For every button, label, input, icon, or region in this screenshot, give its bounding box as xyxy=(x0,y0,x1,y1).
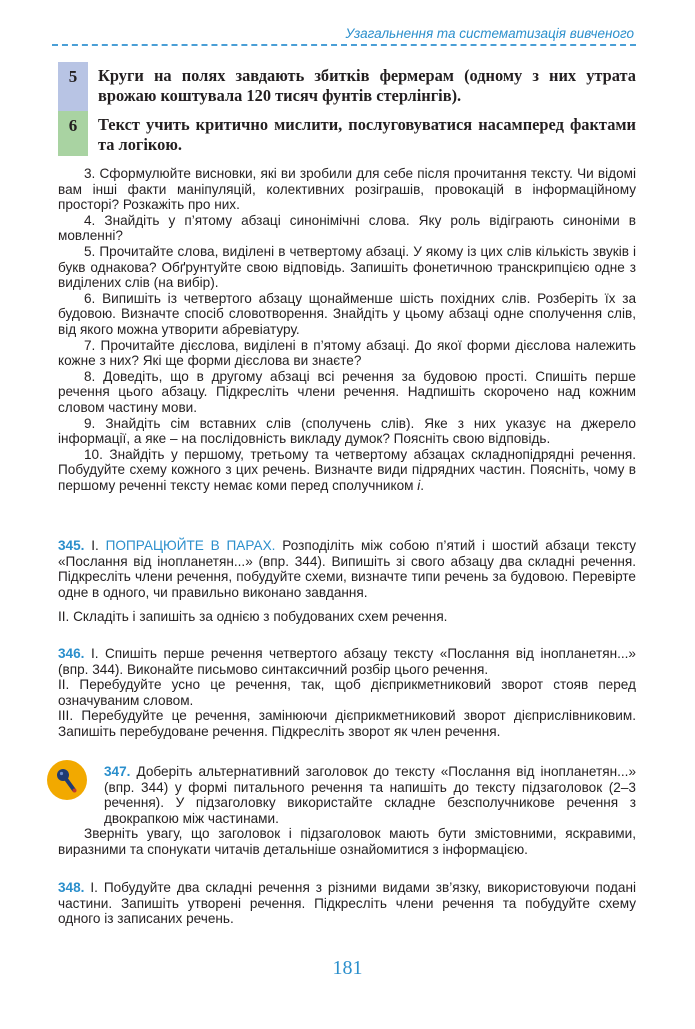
numbered-row-5 xyxy=(58,62,638,111)
question-4: 4. Знайдіть у п’ятому абзаці синонімічні слова. Яку роль відіграють синоніми в мовленні? xyxy=(58,212,636,244)
question-6: 6. Випишіть із четвертого абзацу щонайменше шість похідних слів. Розберіть їх за будовою. Визначте спосіб словотворення. Знайдіть у цьому абзаці одне сполучення слів, від якого можна утворити абревіатуру. xyxy=(58,290,636,337)
exercise-number: 345. xyxy=(58,538,85,553)
conjunction-word: і xyxy=(417,477,421,493)
exercise-346-part-2: ІІ. Перебудуйте усно це речення, так, щоб дієприкметниковий зворот стояв перед означуваним словом. xyxy=(58,677,636,708)
exercise-number: 348. xyxy=(58,880,85,895)
question-9: 9. Знайдіть сім вставних слів (сполучень слів). Яке з них указує на джерело інформації, а яке – на послідовність викладу думок? Поясніть свою відповідь. xyxy=(58,415,636,447)
exercise-347-task: 347. Доберіть альтернативний заголовок до тексту «Послання від інопланетян...» (впр. 344) у формі питального речення та напишіть до тексту підзаголовок (2–3 речення). У підзаголовку використайте складне безсполучникове речення з двокрапкою між частинами. xyxy=(104,764,636,826)
question-8: 8. Доведіть, що в другому абзаці всі речення за будовою прості. Спишіть перше речення цього абзацу. Підкресліть члени речення. Надпишіть скорочено над кожним словом частину мови. xyxy=(58,368,636,415)
row-text: Текст учить критично мислити, послуговуватися насамперед фактами та логікою. xyxy=(98,115,636,154)
exercise-346 xyxy=(58,646,636,740)
exercise-345-part-2: ІІ. Складіть і запишіть за однією з побудованих схем речення. xyxy=(58,609,448,625)
exercise-348-task: 348. І. Побудуйте два складні речення з різними видами зв’язку, використовуючи подані частини. Запишіть утворені речення. Підкресліть члени речення та побудуйте схему одного із записаних речень. xyxy=(58,880,636,927)
exercise-number: 347. xyxy=(104,764,131,779)
exercise-348 xyxy=(58,880,636,927)
exercise-345-part-1: 345. І. ПОПРАЦЮЙТЕ В ПАРАХ. Розподіліть між собою п’ятий і шостий абзаци тексту «Послання від інопланетян...» (впр. 344). Випишіть зі свого абзацу два складні речення. Підкресліть члени речення, побудуйте схеми, визначте типи речень за будовою. Перевірте одне в одного, чи правильно виконано завдання. xyxy=(58,538,636,600)
question-5: 5. Прочитайте слова, виділені в четвертому абзаці. У якому із цих слів кількість звуків і букв однакова? Обґрунтуйте свою відповідь. Запишіть фонетичною транскрипцією одне з виділених слів (на вибір). xyxy=(58,243,636,291)
pair-work-label: ПОПРАЦЮЙТЕ В ПАРАХ. xyxy=(105,538,276,553)
row-text: Круги на полях завдають збитків фермерам (одному з них утрата врожаю коштувала 120 тисяч фунтів стерлінгів). xyxy=(98,66,636,105)
header-divider xyxy=(52,44,636,46)
exercise-345 xyxy=(58,538,636,625)
exercise-347 xyxy=(58,764,636,858)
exercise-347-note: Зверніть увагу, що заголовок і підзаголовок мають бути змістовними, яскравими, виразними та спонукати читачів детальніше ознайомитися з інформацією. xyxy=(58,826,636,857)
exercise-346-part-3: ІІІ. Перебудуйте це речення, замінюючи дієприкметниковий зворот дієприслівниковим. Запишіть перебудоване речення. Підкресліть зворот як член речення. xyxy=(58,708,636,739)
questions-list xyxy=(58,166,636,493)
question-3: 3. Сформулюйте висновки, які ви зробили для себе після прочитання тексту. Чи відомі вам інші факти маніпуляцій, колективних розіграшів, провокацій в інформаційному просторі? Розкажіть про них. xyxy=(58,166,636,213)
question-10: 10. Знайдіть у першому, третьому та четвертому абзацах складнопідрядні речення. Побудуйте схему кожного з цих речень. Визначте види підрядних частин. Поясніть, чому в першому реченні тексту немає коми перед сполучником і. xyxy=(58,446,636,493)
row-number: 5 xyxy=(58,62,88,111)
row-number: 6 xyxy=(58,111,88,156)
question-7: 7. Прочитайте дієслова, виділені в п’ятому абзаці. До якої форми дієслова належить кожне з них? Які ще форми дієслова ви знаєте? xyxy=(58,337,636,369)
numbered-row-6 xyxy=(58,111,638,156)
page-number: 181 xyxy=(332,957,363,979)
exercise-number: 346. xyxy=(58,646,85,661)
running-header: Узагальнення та систематизація вивченого xyxy=(345,26,634,41)
exercise-346-part-1: 346. І. Спишіть перше речення четвертого абзацу тексту «Послання від інопланетян...» (впр. 344). Виконайте письмово синтаксичний розбір цього речення. xyxy=(58,646,636,677)
